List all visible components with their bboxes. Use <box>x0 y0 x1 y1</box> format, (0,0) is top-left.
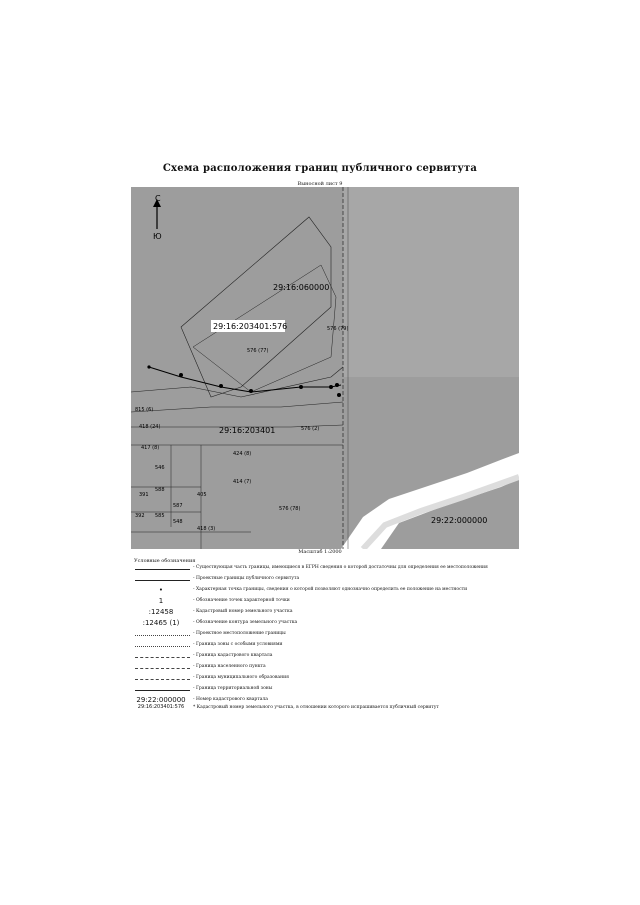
legend-row: - Граница населенного пункта <box>131 662 531 674</box>
label-576-77: 576 (77) <box>247 348 269 354</box>
label-815: 815 (6) <box>135 407 154 413</box>
label-405: 405 <box>197 492 207 498</box>
label-546: 546 <box>155 465 165 471</box>
legend-row: - Граница кадастрового квартала <box>131 651 531 663</box>
label-587: 587 <box>173 503 183 509</box>
page-title: Схема расположения границ публичного сервитута <box>162 163 478 174</box>
legend-row: - Проектное местоположение границы <box>131 629 531 641</box>
label-576-79: 576 (79) <box>327 326 349 332</box>
label-418b: 418 (3) <box>197 526 216 532</box>
label-quarter-mid: 29:16:203401 <box>219 426 276 435</box>
label-576-78: 576 (78) <box>279 506 301 512</box>
legend-row: - Проектные границы публичного сервитута <box>131 574 531 586</box>
legend-row: - Граница зоны с особыми условиями <box>131 640 531 652</box>
legend-row: • - Характерная точка границы, сведения о которой позволяют однозначно определить ее положение на местности <box>158 586 468 594</box>
label-parcel-main: 29:16:203401:576 <box>213 322 288 331</box>
label-588: 588 <box>155 487 165 493</box>
cadastral-map <box>131 187 519 549</box>
scale-label: Масштаб 1:2000 <box>298 549 342 555</box>
map-svg <box>131 187 519 549</box>
legend-row: 1 - Обозначение точек характерной точки <box>158 597 290 605</box>
legend-row: 29:22:000000 - Номер кадастрового квартала <box>136 696 268 704</box>
label-424: 424 (8) <box>233 451 252 457</box>
legend-row: :12458 - Кадастровый номер земельного участка <box>148 608 293 616</box>
label-392: 392 <box>135 513 145 519</box>
legend-row: 29:16:203401:576 * Кадастровый номер земельного участка, в отношении которого испрашивается публичный сервитут <box>137 704 439 710</box>
label-576-2: 576 (2) <box>301 426 320 432</box>
map-region-east <box>343 187 519 377</box>
legend-row: - Граница территориальной зоны <box>131 684 531 696</box>
label-548: 548 <box>173 519 183 525</box>
label-418: 418 (24) <box>139 424 161 430</box>
label-414: 414 (7) <box>233 479 252 485</box>
sheet-label: Выносной лист 9 <box>297 181 343 187</box>
legend-heading: Условные обозначения <box>134 558 196 564</box>
label-585: 585 <box>155 513 165 519</box>
legend-row: - Граница муниципального образования <box>131 673 531 685</box>
label-417: 417 (8) <box>141 445 160 451</box>
north-label: С <box>155 194 161 203</box>
south-label: Ю <box>153 232 162 241</box>
label-391: 391 <box>139 492 149 498</box>
legend-row: :12465 (1) - Обозначение контура земельного участка <box>142 619 298 627</box>
label-quarter-right: 29:22:000000 <box>431 516 488 525</box>
legend-row: - Существующая часть границы, имеющиеся в ЕГРН сведения о которой достаточны для определения ее местоположения <box>131 563 531 575</box>
label-quarter-top: 29:16:060000 <box>273 283 330 292</box>
